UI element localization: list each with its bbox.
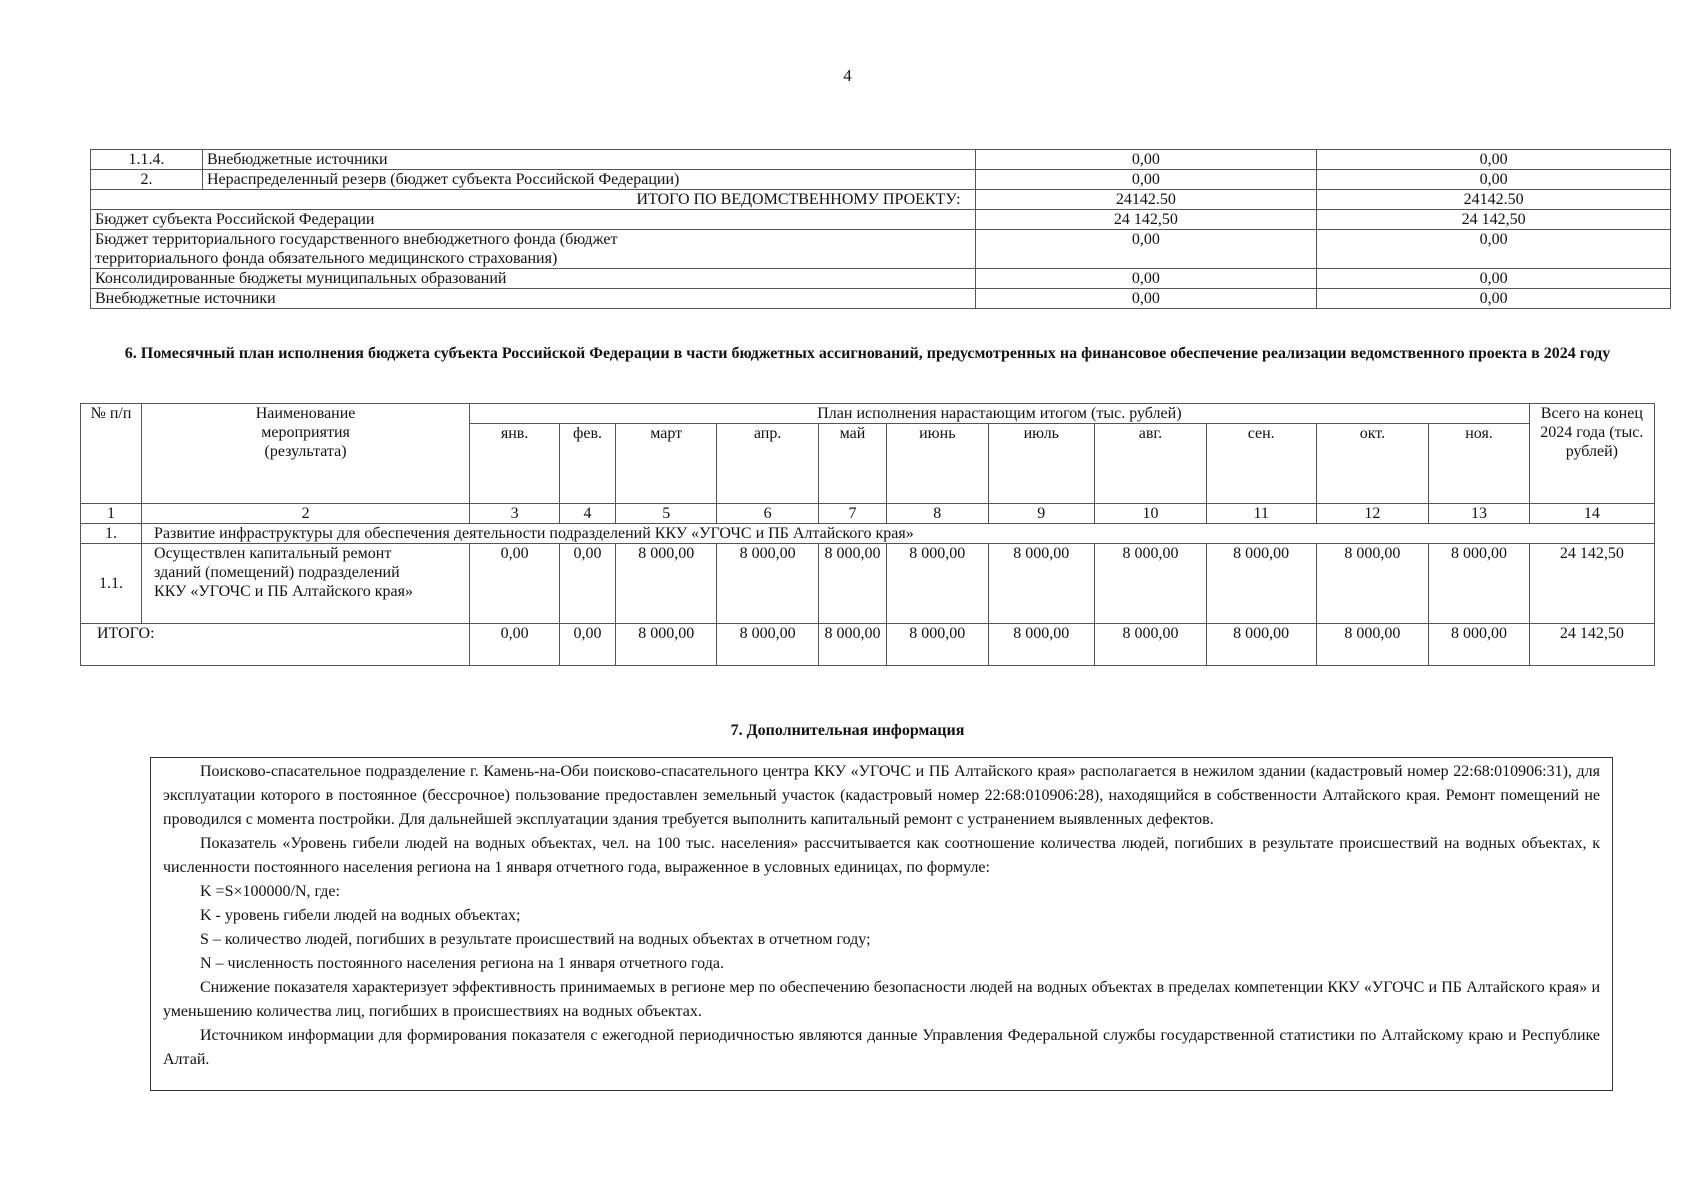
month-value: 8 000,00 xyxy=(887,624,988,666)
formula-definition: K - уровень гибели людей на водных объектах; xyxy=(200,907,521,924)
item-number: 1.1. xyxy=(81,544,142,624)
itogo-total: 24 142,50 xyxy=(1529,624,1654,666)
month-value: 8 000,00 xyxy=(1206,624,1316,666)
source-row xyxy=(91,230,1671,269)
month-header: сен. xyxy=(1206,424,1316,504)
month-value: 0,00 xyxy=(560,544,616,624)
month-value: 8 000,00 xyxy=(717,544,818,624)
source-value: 24 142,50 xyxy=(975,210,1317,230)
column-number: 7 xyxy=(818,504,886,524)
source-name: Консолидированные бюджеты муниципальных образований xyxy=(91,269,976,289)
itogo-label: ИТОГО: xyxy=(81,624,470,666)
column-number: 1 xyxy=(81,504,142,524)
row-name: Нераспределенный резерв (бюджет субъекта Российской Федерации) xyxy=(202,170,975,190)
month-value: 8 000,00 xyxy=(988,624,1095,666)
total-label: ИТОГО ПО ВЕДОМСТВЕННОМУ ПРОЕКТУ: xyxy=(91,190,976,210)
month-value: 8 000,00 xyxy=(1316,544,1429,624)
header-num: № п/п xyxy=(81,404,142,504)
table-row xyxy=(91,170,1671,190)
monthly-plan-table xyxy=(80,403,1655,666)
total-value: 24142.50 xyxy=(975,190,1317,210)
total-row xyxy=(91,190,1671,210)
month-header: авг. xyxy=(1095,424,1207,504)
month-value: 0,00 xyxy=(560,624,616,666)
itogo-row xyxy=(81,624,1655,666)
formula-definition: N – численность постоянного населения региона на 1 января отчетного года. xyxy=(200,955,724,972)
month-value: 8 000,00 xyxy=(1095,544,1207,624)
source-name: Внебюджетные источники xyxy=(91,289,976,309)
month-value: 8 000,00 xyxy=(988,544,1095,624)
month-value: 8 000,00 xyxy=(818,624,886,666)
column-number: 8 xyxy=(887,504,988,524)
row-number: 1.1.4. xyxy=(91,150,203,170)
month-header: июль xyxy=(988,424,1095,504)
additional-info-box xyxy=(150,757,1613,1091)
header-name: Наименование мероприятия (результата) xyxy=(142,404,470,504)
row-value: 0,00 xyxy=(975,170,1317,190)
section-7-title: 7. Дополнительная информация xyxy=(730,722,965,739)
column-number: 14 xyxy=(1529,504,1654,524)
source-value: 0,00 xyxy=(975,230,1317,269)
row-name: Внебюджетные источники xyxy=(202,150,975,170)
month-header: май xyxy=(818,424,886,504)
section-6-title: 6. Помесячный план исполнения бюджета субъекта Российской Федерации в части бюджетных ассигнований, предусмотренных на финансовое обеспечение реализации ведомственного проекта в 2024 году xyxy=(124,345,1611,362)
budget-table xyxy=(90,149,1671,309)
total-value: 24142.50 xyxy=(1317,190,1671,210)
month-value: 8 000,00 xyxy=(887,544,988,624)
month-header: фев. xyxy=(560,424,616,504)
column-number: 3 xyxy=(470,504,560,524)
month-value: 8 000,00 xyxy=(1316,624,1429,666)
month-header: окт. xyxy=(1316,424,1429,504)
item-total: 24 142,50 xyxy=(1529,544,1654,624)
month-value: 8 000,00 xyxy=(717,624,818,666)
table-row xyxy=(91,150,1671,170)
info-paragraph: Источником информации для формирования показателя с ежегодной периодичностью являются данные Управления Федеральной службы государственной статистики по Алтайскому краю и Республике Алтай. xyxy=(163,1027,1600,1068)
formula: K =S×100000/N, где: xyxy=(200,883,340,900)
source-value: 0,00 xyxy=(975,269,1317,289)
group-name: Развитие инфраструктуры для обеспечения деятельности подразделений ККУ «УГОЧС и ПБ Алтайского края» xyxy=(142,524,1655,544)
month-value: 0,00 xyxy=(470,544,560,624)
row-number: 2. xyxy=(91,170,203,190)
month-value: 8 000,00 xyxy=(615,544,716,624)
column-number: 13 xyxy=(1429,504,1529,524)
column-number: 4 xyxy=(560,504,616,524)
source-value: 0,00 xyxy=(1317,289,1671,309)
month-header: ноя. xyxy=(1429,424,1529,504)
month-header: янв. xyxy=(470,424,560,504)
info-paragraph: Поисково-спасательное подразделение г. Камень-на-Оби поисково-спасательного центра ККУ «УГОЧС и ПБ Алтайского края» располагается в нежилом здании (кадастровый номер 22:68:010906:31), для эксплуатации которого в постоянное (бессрочное) пользование предоставлен земельный участок (кадастровый номер 22:68:010906:28), находящийся в собственности Алтайского края. Ремонт помещений не проводился с момента постройки. Для дальнейшей эксплуатации здания требуется выполнить капитальный ремонт с устранением выявленных дефектов. xyxy=(163,763,1600,828)
source-row xyxy=(91,269,1671,289)
column-number: 6 xyxy=(717,504,818,524)
column-number: 2 xyxy=(142,504,470,524)
month-value: 8 000,00 xyxy=(818,544,886,624)
source-value: 24 142,50 xyxy=(1317,210,1671,230)
page-number: 4 xyxy=(843,66,852,85)
row-value: 0,00 xyxy=(1317,170,1671,190)
source-row xyxy=(91,289,1671,309)
source-value: 0,00 xyxy=(975,289,1317,309)
month-header: июнь xyxy=(887,424,988,504)
header-plan: План исполнения нарастающим итогом (тыс. рублей) xyxy=(470,404,1530,424)
source-value: 0,00 xyxy=(1317,269,1671,289)
month-value: 8 000,00 xyxy=(1429,624,1529,666)
group-number: 1. xyxy=(81,524,142,544)
formula-definition: S – количество людей, погибших в результате происшествий на водных объектах в отчетном году; xyxy=(200,931,871,948)
column-number: 11 xyxy=(1206,504,1316,524)
source-row xyxy=(91,210,1671,230)
column-number: 10 xyxy=(1095,504,1207,524)
group-row xyxy=(81,524,1655,544)
month-value: 8 000,00 xyxy=(1206,544,1316,624)
month-value: 8 000,00 xyxy=(1095,624,1207,666)
info-paragraph: Снижение показателя характеризует эффективность принимаемых в регионе мер по обеспечению безопасности людей на водных объектах в пределах компетенции ККУ «УГОЧС и ПБ Алтайского края» и уменьшению количества лиц, погибших в происшествиях на водных объектах. xyxy=(163,979,1600,1020)
info-paragraph: Показатель «Уровень гибели людей на водных объектах, чел. на 100 тыс. населения» рассчитывается как соотношение количества людей, погибших в результате происшествий на водных объектах, к численности постоянного населения региона на 1 января отчетного года, выраженное в условных единицах, по формуле: xyxy=(163,835,1600,876)
header-total: Всего на конец 2024 года (тыс. рублей) xyxy=(1529,404,1654,504)
source-value: 0,00 xyxy=(1317,230,1671,269)
item-name: Осуществлен капитальный ремонт зданий (помещений) подразделений ККУ «УГОЧС и ПБ Алтайского края» xyxy=(142,544,470,624)
month-header: март xyxy=(615,424,716,504)
column-number: 9 xyxy=(988,504,1095,524)
month-header: апр. xyxy=(717,424,818,504)
source-name: Бюджет субъекта Российской Федерации xyxy=(91,210,976,230)
column-numbers-row xyxy=(81,504,1655,524)
row-value: 0,00 xyxy=(1317,150,1671,170)
source-name: Бюджет территориального государственного внебюджетного фонда (бюджет территориального фонда обязательного медицинского страхования) xyxy=(91,230,976,269)
month-value: 8 000,00 xyxy=(1429,544,1529,624)
column-number: 5 xyxy=(615,504,716,524)
month-value: 8 000,00 xyxy=(615,624,716,666)
item-row xyxy=(81,544,1655,624)
column-number: 12 xyxy=(1316,504,1429,524)
month-value: 0,00 xyxy=(470,624,560,666)
header-row xyxy=(81,404,1655,424)
row-value: 0,00 xyxy=(975,150,1317,170)
